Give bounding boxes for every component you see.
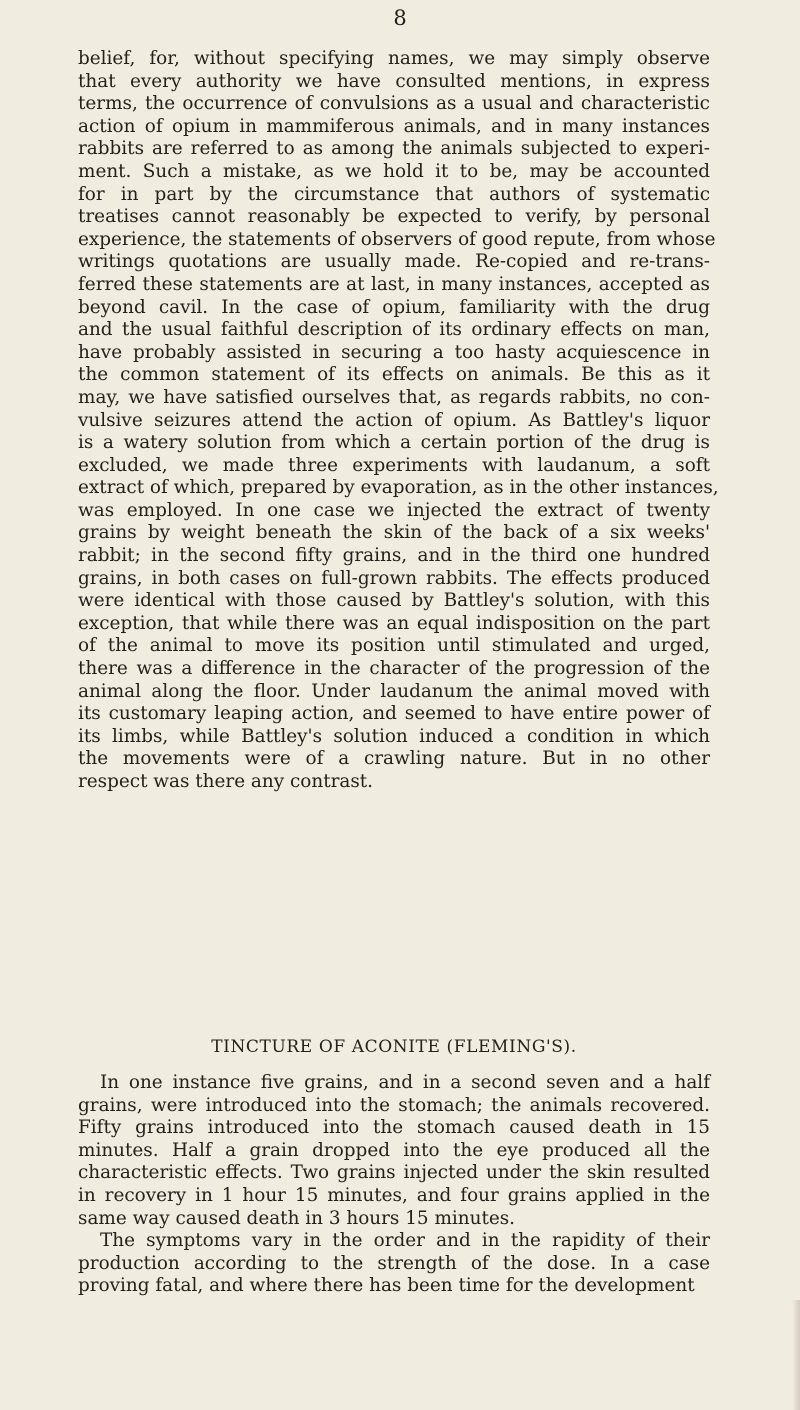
- text-line: extract of which, prepared by evaporation, as in the other instances,: [78, 477, 719, 499]
- text-line: writings quotations are usually made. Re-copied and re-trans-: [78, 251, 710, 273]
- text-line: and the usual faithful description of its ordinary effects on man,: [78, 319, 710, 341]
- text-line: have probably assisted in securing a too hasty acquiescence in: [78, 341, 710, 363]
- text-line: rabbits are referred to as among the animals subjected to experi-: [78, 138, 710, 160]
- text-line: ment. Such a mistake, as we hold it to be, may be accounted: [78, 160, 710, 182]
- text-line: the movements were of a crawling nature. But in no other: [78, 748, 710, 770]
- text-line: of the animal to move its position until stimulated and urged,: [78, 635, 710, 657]
- text-line: grains by weight beneath the skin of the back of a six weeks': [78, 522, 710, 544]
- paragraph-opium-rabbits: [78, 48, 719, 794]
- text-line: Fifty grains introduced into the stomach caused death in 15: [78, 1117, 710, 1139]
- text-line: excluded, we made three experiments with laudanum, a soft: [78, 454, 710, 476]
- text-line: its customary leaping action, and seemed to have entire power of: [78, 703, 710, 725]
- text-line: animal along the floor. Under laudanum the animal moved with: [78, 680, 710, 702]
- text-line: grains, were introduced into the stomach; the animals recovered.: [78, 1094, 710, 1116]
- text-line: were identical with those caused by Battley's solution, with this: [78, 590, 710, 612]
- text-line: terms, the occurrence of convulsions as a usual and characteristic: [78, 93, 710, 115]
- text-line: The symptoms vary in the order and in the rapidity of their: [100, 1230, 710, 1252]
- text-line: the common statement of its effects on animals. Be this as it: [78, 364, 710, 386]
- section-heading: TINCTURE OF ACONITE (FLEMING'S).: [211, 1037, 577, 1057]
- page-number: 8: [393, 6, 407, 30]
- text-line: characteristic effects. Two grains injected under the skin resulted: [78, 1162, 710, 1184]
- text-line: vulsive seizures attend the action of opium. As Battley's liquor: [78, 409, 710, 431]
- paragraph-aconite: [78, 1072, 710, 1298]
- text-line: there was a difference in the character of the progression of the: [78, 658, 710, 680]
- text-line: ferred these statements are at last, in many instances, accepted as: [78, 273, 710, 295]
- text-line: beyond cavil. In the case of opium, familiarity with the drug: [78, 296, 710, 318]
- text-line: that every authority we have consulted mentions, in express: [78, 70, 710, 92]
- text-line: minutes. Half a grain dropped into the eye produced all the: [78, 1139, 710, 1161]
- text-line: treatises cannot reasonably be expected to verify, by personal: [78, 206, 710, 228]
- text-line: its limbs, while Battley's solution induced a condition in which: [78, 725, 710, 747]
- text-line: proving fatal, and where there has been time for the development: [78, 1275, 695, 1297]
- text-line: In one instance five grains, and in a second seven and a half: [100, 1072, 710, 1093]
- text-line: belief, for, without specifying names, we may simply observe: [78, 48, 710, 69]
- text-line: action of opium in mammiferous animals, and in many instances: [78, 115, 710, 137]
- text-line: for in part by the circumstance that authors of systematic: [78, 183, 710, 205]
- text-line: respect was there any contrast.: [78, 771, 374, 792]
- text-line: is a watery solution from which a certain portion of the drug is: [78, 432, 710, 454]
- text-line: rabbit; in the second fifty grains, and in the third one hundred: [78, 545, 710, 567]
- page-edge-shadow: [792, 1300, 800, 1410]
- text-line: grains, in both cases on full-grown rabbits. The effects produced: [78, 567, 710, 589]
- text-line: exception, that while there was an equal indisposition on the part: [78, 612, 710, 634]
- text-line: in recovery in 1 hour 15 minutes, and four grains applied in the: [78, 1184, 710, 1206]
- text-line: production according to the strength of the dose. In a case: [78, 1252, 710, 1274]
- text-line: same way caused death in 3 hours 15 minutes.: [78, 1207, 516, 1229]
- text-line: was employed. In one case we injected the extract of twenty: [78, 499, 710, 521]
- text-line: may, we have satisfied ourselves that, as regards rabbits, no con-: [78, 386, 710, 408]
- text-line: experience, the statements of observers of good repute, from whose: [78, 228, 716, 250]
